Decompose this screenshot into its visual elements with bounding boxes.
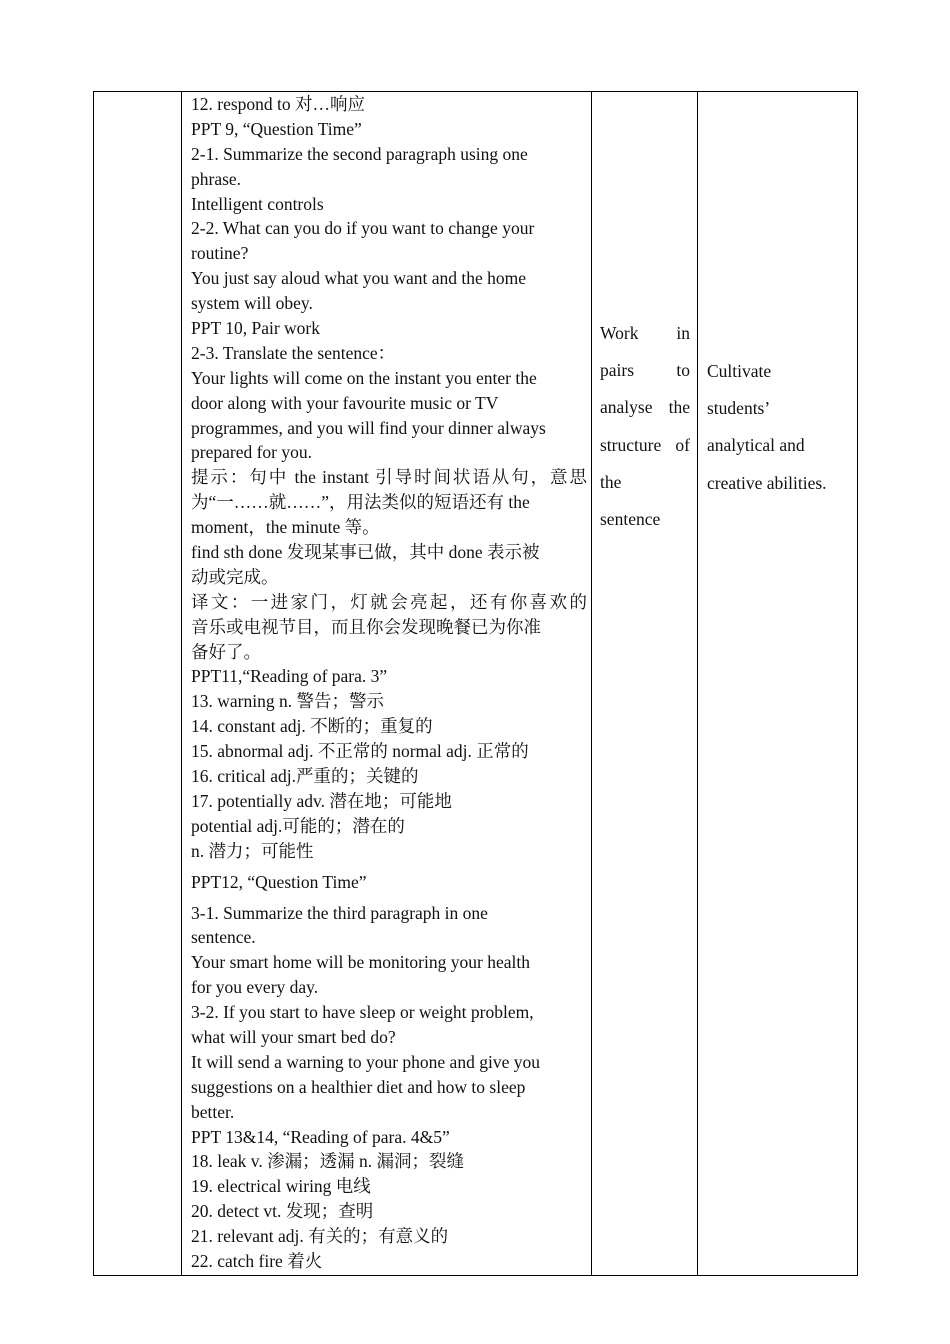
purpose-lines (707, 353, 852, 502)
activity-line: 音乐或电视节目，而且你会发现晚餐已为你准 (191, 616, 541, 637)
activity-line: 21. relevant adj. 有关的；有意义的 (191, 1226, 449, 1247)
activity-line: potential adj.可能的；潜在的 (191, 815, 405, 836)
activity-line: 15. abnormal adj. 不正常的 normal adj. 正常的 (191, 741, 529, 762)
activity-line: system will obey. (191, 293, 313, 314)
activity-line: 22. catch fire 着火 (191, 1250, 323, 1271)
activity-line: PPT 13&14, “Reading of para. 4&5” (191, 1126, 450, 1147)
purpose-line: analytical and (707, 435, 805, 456)
activity-line: 20. detect vt. 发现；查明 (191, 1201, 374, 1222)
student-line: structure of (600, 434, 690, 455)
activity-line: find sth done 发现某事已做，其中 done 表示被 (191, 542, 540, 563)
activity-line: Intelligent controls (191, 193, 324, 214)
activity-line: 19. electrical wiring 电线 (191, 1176, 371, 1197)
activity-line: It will send a warning to your phone and give you (191, 1051, 540, 1072)
activity-line: phrase. (191, 168, 242, 189)
activity-line: 动或完成。 (191, 566, 279, 587)
activity-line: 为“一……就……”，用法类似的短语还有 the (191, 492, 530, 513)
activity-line: what will your smart bed do? (191, 1026, 396, 1047)
activity-line: 3-2. If you start to have sleep or weight problem, (191, 1002, 534, 1023)
activity-line: routine? (191, 243, 249, 264)
activity-line: 3-1. Summarize the third paragraph in one (191, 902, 488, 923)
activity-line: 备好了。 (191, 641, 261, 662)
student-line: sentence (600, 508, 661, 529)
activity-line: 13. warning n. 警告；警示 (191, 691, 384, 712)
activity-line: 2-1. Summarize the second paragraph using one (191, 143, 528, 164)
student-line: pairs to (600, 360, 690, 381)
activity-lines (191, 92, 587, 1274)
activity-line: programmes, and you will find your dinner always (191, 417, 546, 438)
activity-line: PPT12, “Question Time” (191, 871, 367, 892)
activity-line: 2-2. What can you do if you want to change your (191, 218, 535, 239)
activity-line: for you every day. (191, 977, 319, 998)
activity-line: PPT 9, “Question Time” (191, 118, 362, 139)
activity-line: moment，the minute 等。 (191, 517, 380, 538)
purpose-line: creative abilities. (707, 472, 827, 493)
activity-line: better. (191, 1101, 235, 1122)
activity-line: door along with your favourite music or TV (191, 392, 499, 413)
activity-line: suggestions on a healthier diet and how to sleep (191, 1076, 526, 1097)
activity-line: prepared for you. (191, 442, 312, 463)
activity-line: 2-3. Translate the sentence： (191, 342, 396, 363)
activity-line: 18. leak v. 渗漏；透漏 n. 漏洞；裂缝 (191, 1151, 465, 1172)
activity-line: 提示：句中 the instant 引导时间状语从句，意思 (191, 467, 587, 488)
teacher-activity-column (182, 92, 592, 1275)
activity-line: 14. constant adj. 不断的；重复的 (191, 716, 433, 737)
activity-line: 17. potentially adv. 潜在地；可能地 (191, 790, 452, 811)
activity-line: 译文：一进家门，灯就会亮起，还有你喜欢的 (191, 591, 587, 612)
activity-line: Your lights will come on the instant you enter the (191, 367, 537, 388)
activity-line: 12. respond to 对…响应 (191, 94, 366, 114)
activity-line: PPT11,“Reading of para. 3” (191, 666, 388, 687)
activity-line: n. 潜力；可能性 (191, 840, 314, 861)
lesson-plan-table (93, 91, 858, 1276)
activity-line: sentence. (191, 927, 256, 948)
student-line: analyse the (600, 397, 690, 418)
activity-line: PPT 10, Pair work (191, 318, 320, 339)
design-purpose-column (698, 92, 857, 1275)
activity-line: Your smart home will be monitoring your health (191, 952, 530, 973)
purpose-line: Cultivate (707, 361, 772, 381)
purpose-line: students’ (707, 398, 771, 419)
student-activity-lines (600, 315, 690, 538)
student-line: the (600, 471, 622, 492)
student-activity-column (592, 92, 698, 1275)
student-line: Work in (600, 323, 690, 343)
activity-line: You just say aloud what you want and the home (191, 268, 527, 289)
step-column (94, 92, 182, 1275)
activity-line: 16. critical adj.严重的；关键的 (191, 766, 419, 787)
